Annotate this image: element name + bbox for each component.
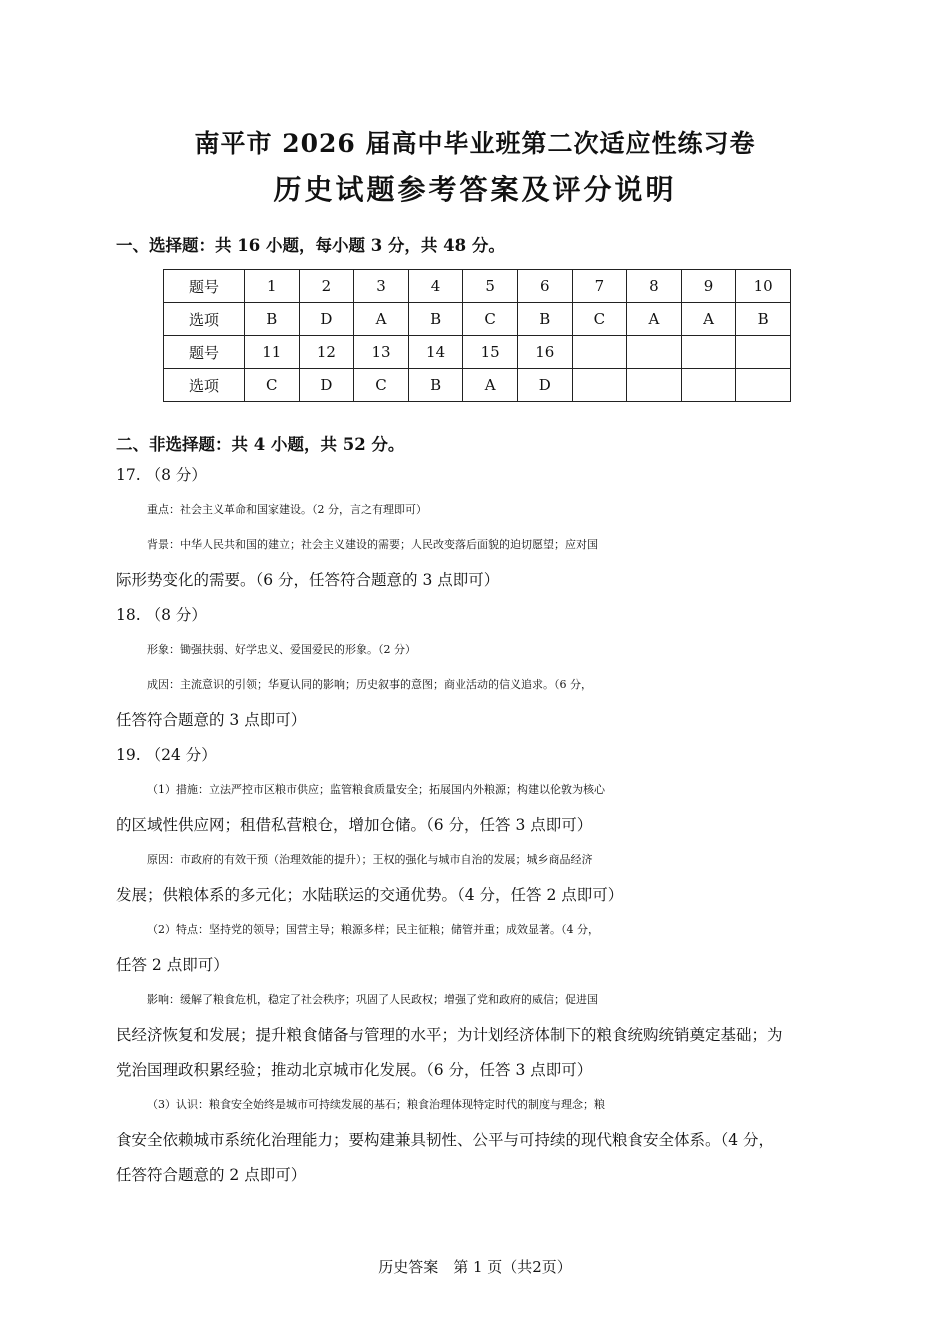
table-row xyxy=(164,369,791,402)
question-19-header: 19. （24 分） xyxy=(116,746,217,764)
document-subtitle: 历史试题参考答案及评分说明 xyxy=(273,173,677,206)
answer-line: 形象：锄强扶弱、好学忠义、爱国爱民的形象。（2 分） xyxy=(147,643,416,656)
question-number: 13 xyxy=(354,336,409,369)
answer-line: 任答 2 点即可） xyxy=(116,956,229,974)
answer-line: 重点：社会主义革命和国家建设。（2 分，言之有理即可） xyxy=(147,503,427,516)
section1-heading: 一、选择题：共 16 小题，每小题 3 分，共 48 分。 xyxy=(116,236,505,255)
answer-cell: A xyxy=(354,303,409,336)
question-number: 7 xyxy=(572,270,627,303)
empty-cell xyxy=(572,336,627,369)
question-number: 12 xyxy=(299,336,354,369)
answer-line: 成因：主流意识的引领；华夏认同的影响；历史叙事的意图；商业活动的信义追求。（6 分， xyxy=(147,678,592,691)
answer-cell: B xyxy=(408,303,463,336)
answer-cell: D xyxy=(517,369,572,402)
question-number: 14 xyxy=(408,336,463,369)
table-row xyxy=(164,336,791,369)
answer-line: （3）认识：粮食安全始终是城市可持续发展的基石；粮食治理体现特定时代的制度与理念；粮 xyxy=(147,1098,605,1111)
question-number: 2 xyxy=(299,270,354,303)
empty-cell xyxy=(627,336,682,369)
question-number: 3 xyxy=(354,270,409,303)
answer-line: 民经济恢复和发展；提升粮食储备与管理的水平；为计划经济体制下的粮食统购统销奠定基础；为 xyxy=(116,1026,783,1044)
empty-cell xyxy=(736,369,791,402)
question-number: 9 xyxy=(681,270,736,303)
answer-line: 任答符合题意的 2 点即可） xyxy=(116,1166,307,1184)
empty-cell xyxy=(627,369,682,402)
question-18-header: 18. （8 分） xyxy=(116,606,207,624)
row-label-option: 选项 xyxy=(164,369,245,402)
answer-cell: B xyxy=(736,303,791,336)
answer-cell: A xyxy=(627,303,682,336)
question-number: 4 xyxy=(408,270,463,303)
answer-cell: A xyxy=(681,303,736,336)
section2-heading: 二、非选择题：共 4 小题，共 52 分。 xyxy=(116,435,405,454)
answer-cell: B xyxy=(408,369,463,402)
empty-cell xyxy=(681,369,736,402)
empty-cell xyxy=(681,336,736,369)
answer-cell: D xyxy=(299,303,354,336)
answer-line: 任答符合题意的 3 点即可） xyxy=(116,711,307,729)
answer-line: （2）特点：坚持党的领导；国营主导；粮源多样；民主征粮；储管并重；成效显著。（4 分， xyxy=(147,923,599,936)
answer-line: 的区域性供应网；租借私营粮仓，增加仓储。（6 分，任答 3 点即可） xyxy=(116,816,593,834)
answer-cell: C xyxy=(463,303,518,336)
answer-line: 发展；供粮体系的多元化；水陆联运的交通优势。（4 分，任答 2 点即可） xyxy=(116,886,624,904)
question-number: 10 xyxy=(736,270,791,303)
question-number: 15 xyxy=(463,336,518,369)
answer-cell: C xyxy=(245,369,300,402)
row-label-question: 题号 xyxy=(164,336,245,369)
question-17-header: 17. （8 分） xyxy=(116,466,207,484)
answer-line: 际形势变化的需要。（6 分，任答符合题意的 3 点即可） xyxy=(116,571,500,589)
answer-cell: C xyxy=(354,369,409,402)
row-label-option: 选项 xyxy=(164,303,245,336)
page-footer: 历史答案 第 1 页（共2页） xyxy=(378,1258,572,1276)
answer-cell: A xyxy=(463,369,518,402)
answer-cell: B xyxy=(245,303,300,336)
document-title: 南平市 2026 届高中毕业班第二次适应性练习卷 xyxy=(194,129,756,158)
answer-cell: D xyxy=(299,369,354,402)
answer-line: 影响：缓解了粮食危机，稳定了社会秩序；巩固了人民政权；增强了党和政府的威信；促进国 xyxy=(147,993,598,1006)
answer-line: 原因：市政府的有效干预（治理效能的提升）；王权的强化与城市自治的发展；城乡商品经济 xyxy=(147,853,593,866)
row-label-question: 题号 xyxy=(164,270,245,303)
answer-line: 党治国理政积累经验；推动北京城市化发展。（6 分，任答 3 点即可） xyxy=(116,1061,593,1079)
question-number: 5 xyxy=(463,270,518,303)
table-row xyxy=(164,270,791,303)
question-number: 8 xyxy=(627,270,682,303)
answer-cell: B xyxy=(517,303,572,336)
empty-cell xyxy=(572,369,627,402)
answer-line: 背景：中华人民共和国的建立；社会主义建设的需要；人民改变落后面貌的迫切愿望；应对国 xyxy=(147,538,598,551)
question-number: 6 xyxy=(517,270,572,303)
answer-line: 食安全依赖城市系统化治理能力；要构建兼具韧性、公平与可持续的现代粮食安全体系。（4 分， xyxy=(116,1131,775,1149)
question-number: 1 xyxy=(245,270,300,303)
answer-table xyxy=(163,269,791,402)
question-number: 16 xyxy=(517,336,572,369)
answer-line: （1）措施：立法严控市区粮市供应；监管粮食质量安全；拓展国内外粮源；构建以伦敦为核心 xyxy=(147,783,605,796)
question-number: 11 xyxy=(245,336,300,369)
empty-cell xyxy=(736,336,791,369)
table-row xyxy=(164,303,791,336)
answer-cell: C xyxy=(572,303,627,336)
